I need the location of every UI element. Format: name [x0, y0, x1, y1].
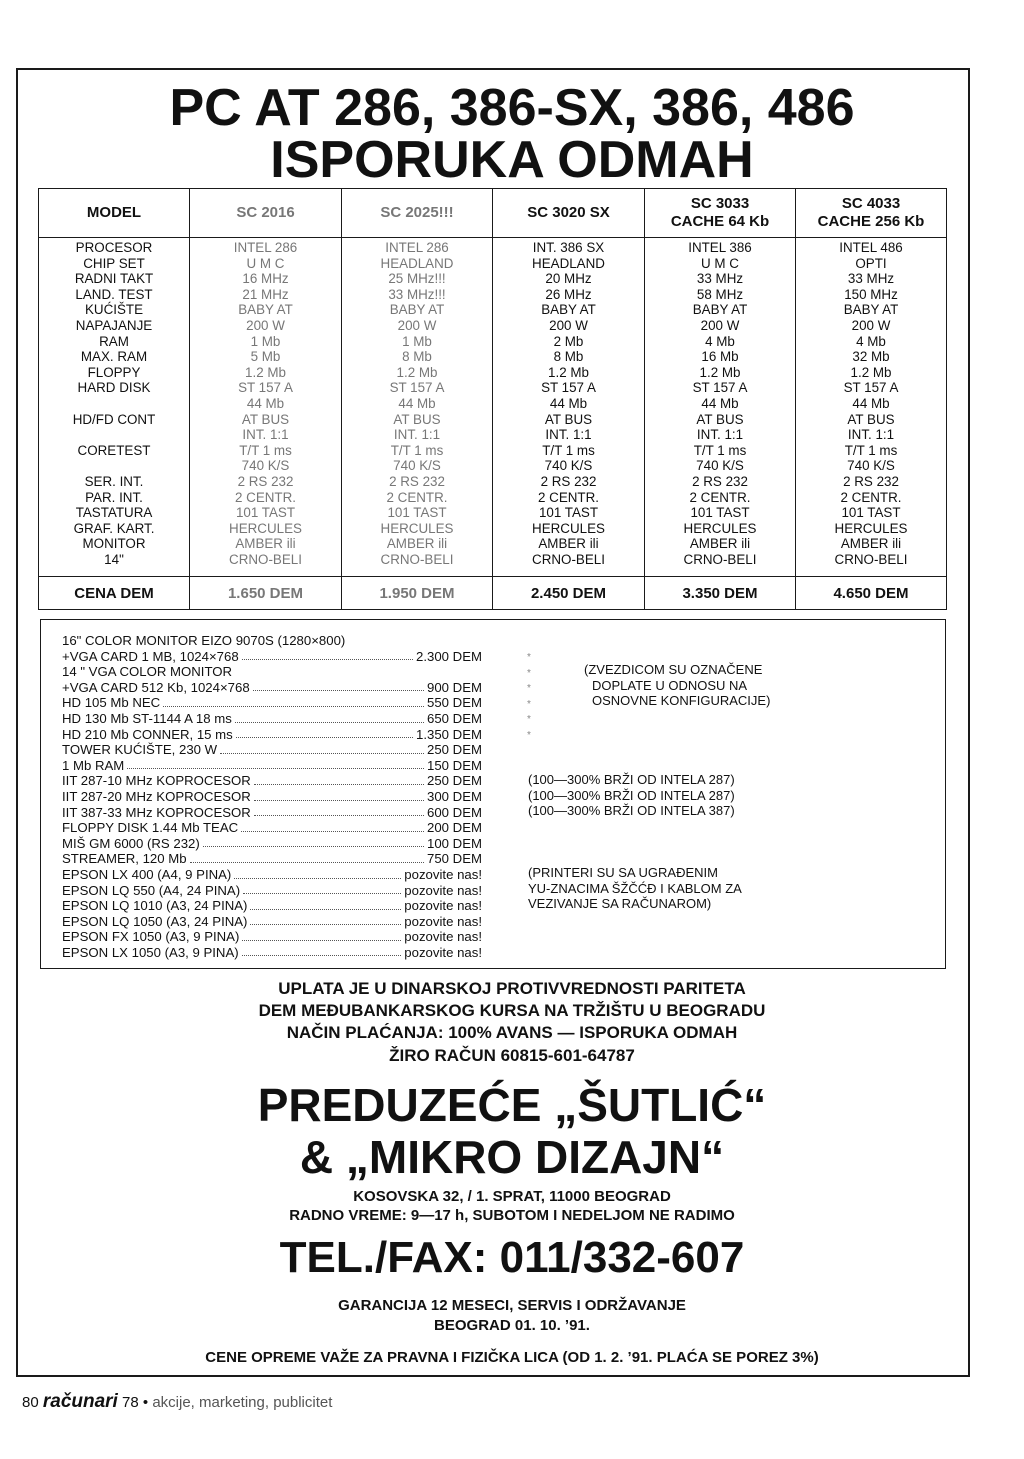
spec-value: 740 K/S	[393, 458, 441, 474]
option-row	[62, 820, 482, 836]
spec-value: OPTI	[855, 255, 887, 271]
specs-col-1	[190, 238, 342, 577]
spec-value: AMBER ili	[689, 536, 751, 552]
headline-models: PC AT 286, 386-SX, 386, 486	[169, 79, 855, 137]
spec-value: T/T 1 ms	[390, 442, 444, 458]
option-row	[62, 633, 482, 649]
spec-value: 44 Mb	[701, 395, 739, 411]
option-price: 650 DEM	[427, 710, 482, 726]
option-name: TOWER KUĆIŠTE, 230 W	[62, 742, 218, 758]
spec-value: CRNO-BELI	[834, 551, 908, 567]
option-name: EPSON LQ 550 (A4, 24 PINA)	[62, 882, 241, 898]
spec-value: 16 MHz	[242, 271, 289, 287]
spec-value: 101 TAST	[538, 505, 599, 521]
option-price: pozovite nas!	[404, 929, 482, 945]
option-name: HD 130 Mb ST-1144 A 18 ms	[62, 710, 232, 726]
spec-value: 8 Mb	[402, 349, 432, 365]
spec-value: 44 Mb	[246, 395, 285, 411]
row-label: LAND. TEST	[75, 286, 153, 302]
row-label	[39, 458, 189, 474]
spec-value: 2 RS 232	[389, 473, 445, 489]
spec-value: 101 TAST	[387, 505, 447, 521]
working-hours: RADNO VREME: 9—17 h, SUBOTOM I NEDELJOM NE RADIMO	[289, 1207, 735, 1224]
option-name: EPSON LQ 1050 (A3, 24 PINA)	[62, 913, 248, 929]
spec-value: 5 Mb	[250, 349, 281, 365]
leader-dots	[253, 680, 424, 692]
option-price: pozovite nas!	[404, 944, 482, 960]
spec-value: CRNO-BELI	[229, 551, 302, 567]
spec-value: T/T 1 ms	[239, 442, 292, 458]
price-row	[39, 577, 947, 610]
spec-value: ST 157 A	[541, 380, 596, 396]
spec-table	[38, 188, 947, 610]
spec-value: HERCULES	[834, 520, 908, 536]
spec-value: AT BUS	[544, 411, 593, 427]
row-label: MONITOR	[82, 536, 146, 552]
spec-value: 44 Mb	[398, 395, 436, 411]
option-name: 14 " VGA COLOR MONITOR	[62, 664, 233, 680]
row-label: FLOPPY	[87, 364, 141, 380]
spec-value: 26 MHz	[545, 286, 592, 302]
spec-value: 44 Mb	[549, 395, 588, 411]
row-label: MAX. RAM	[80, 349, 148, 365]
printer-note: (PRINTERI SU SA UGRAĐENIM YU-ZNACIMA ŠŽČĆĐ I KABLOM ZA VEZIVANJE SA RAČUNAROM)	[528, 865, 742, 912]
option-name: IIT 387-33 MHz KOPROCESOR	[62, 804, 251, 820]
option-name: EPSON LX 1050 (A3, 9 PINA)	[62, 944, 239, 960]
option-row	[62, 883, 482, 899]
option-row	[62, 914, 482, 930]
option-row	[62, 805, 482, 821]
option-price: 550 DEM	[427, 695, 482, 711]
spec-value: CRNO-BELI	[532, 551, 605, 567]
headline-delivery: ISPORUKA ODMAH	[270, 131, 754, 189]
option-row	[62, 789, 482, 805]
leader-dots	[250, 914, 401, 926]
specs-col-2	[342, 238, 493, 577]
option-name: STREAMER, 120 Mb	[62, 851, 187, 867]
spec-value: 101 TAST	[841, 505, 901, 521]
row-label: HARD DISK	[77, 380, 151, 396]
specs-col-5	[796, 238, 947, 577]
option-row	[62, 867, 482, 883]
star-marker: *	[527, 667, 531, 679]
spec-value: T/T 1 ms	[542, 442, 595, 458]
options-price-list	[62, 633, 482, 960]
row-label: RAM	[99, 333, 129, 349]
company-address: KOSOVSKA 32, / 1. SPRAT, 11000 BEOGRAD	[353, 1188, 671, 1205]
spec-value: 740 K/S	[544, 458, 593, 474]
option-name: +VGA CARD 512 Kb, 1024×768	[62, 679, 250, 695]
spec-value: ST 157 A	[843, 380, 899, 396]
spec-value: 1.2 Mb	[699, 364, 741, 380]
spec-value: 200 W	[700, 317, 740, 333]
spec-value: 33 MHz	[696, 271, 744, 287]
spec-value: HEADLAND	[532, 255, 605, 271]
spec-value: 2 CENTR.	[537, 489, 599, 505]
coprocessor-notes: (100—300% BRŽI OD INTELA 287) (100—300% BRŽI OD INTELA 287) (100—300% BRŽI OD INTELA 387)	[528, 772, 735, 819]
price-col-2: 1.950 DEM	[342, 577, 493, 610]
option-price: pozovite nas!	[404, 898, 482, 914]
specs-col-4	[645, 238, 796, 577]
price-validity-note: CENE OPREME VAŽE ZA PRAVNA I FIZIČKA LICA (OD 1. 2. ’91. PLAĆA SE POREZ 3%)	[205, 1349, 819, 1366]
option-price: 250 DEM	[427, 773, 482, 789]
spec-value: HERCULES	[229, 520, 302, 536]
price-col-4: 3.350 DEM	[645, 577, 796, 610]
option-price: 900 DEM	[427, 679, 482, 695]
row-label	[39, 396, 189, 412]
option-name: 16" COLOR MONITOR EIZO 9070S (1280×800)	[62, 633, 346, 648]
spec-value: 58 MHz	[696, 286, 744, 302]
spec-value: BABY AT	[541, 302, 596, 318]
spec-value: HERCULES	[532, 520, 605, 536]
spec-value: 2 RS 232	[237, 473, 294, 489]
date-line: BEOGRAD 01. 10. ’91.	[434, 1317, 590, 1334]
spec-value: 200 W	[851, 317, 891, 333]
specs-col-3	[493, 238, 645, 577]
spec-value: 200 W	[397, 317, 437, 333]
star-marker: *	[527, 698, 531, 710]
option-row	[62, 898, 482, 914]
leader-dots	[254, 773, 424, 785]
leader-dots	[254, 789, 424, 801]
option-row	[62, 649, 482, 665]
spec-value: AMBER ili	[840, 536, 902, 552]
spec-value: 740 K/S	[696, 458, 744, 474]
row-label: RADNI TAKT	[74, 271, 154, 287]
row-label: TASTATURA	[75, 505, 153, 521]
spec-value: 33 MHz!!!	[388, 286, 446, 302]
option-price: 100 DEM	[427, 835, 482, 851]
spec-value: 33 MHz	[847, 271, 895, 287]
spec-value: 20 MHz	[545, 271, 592, 287]
spec-value: INT. 1:1	[393, 427, 441, 443]
spec-value: 1.2 Mb	[245, 364, 286, 380]
price-col-3: 2.450 DEM	[493, 577, 645, 610]
option-price: 2.300 DEM	[416, 648, 482, 664]
option-row	[62, 695, 482, 711]
spec-value: 1.2 Mb	[850, 364, 892, 380]
price-header: CENA DEM	[39, 577, 190, 610]
option-price: pozovite nas!	[404, 882, 482, 898]
spec-value: INT. 1:1	[847, 427, 895, 443]
leader-dots	[235, 664, 479, 676]
spec-value: 21 MHz	[242, 286, 289, 302]
option-name: IIT 287-10 MHz KOPROCESOR	[62, 773, 251, 789]
option-price: 1.350 DEM	[416, 726, 482, 742]
spec-value: ST 157 A	[238, 380, 293, 396]
spec-value: 1 Mb	[250, 333, 281, 349]
spec-value: T/T 1 ms	[844, 442, 898, 458]
spec-value: T/T 1 ms	[693, 442, 747, 458]
spec-value: 16 Mb	[701, 349, 739, 365]
spec-value: AMBER ili	[386, 536, 448, 552]
magazine-logo: računari	[42, 1391, 118, 1412]
option-price: 250 DEM	[427, 742, 482, 758]
leader-dots	[203, 836, 424, 848]
spec-value: 25 MHz!!!	[388, 271, 446, 287]
spec-value: AT BUS	[847, 411, 895, 427]
model-name-col-1: SC 2016	[190, 189, 342, 238]
spec-value: 4 Mb	[705, 333, 735, 349]
spec-value: U M C	[246, 255, 285, 271]
company-name-2: & „MIKRO DIZAJN“	[299, 1131, 725, 1183]
spec-value: AMBER ili	[235, 536, 296, 552]
payment-line-3: NAČIN PLAĆANJA: 100% AVANS — ISPORUKA ODMAH	[286, 1023, 738, 1042]
leader-dots	[190, 851, 424, 863]
spec-value: CRNO-BELI	[683, 551, 757, 567]
row-label: CHIP SET	[83, 255, 145, 271]
spec-value: AT BUS	[393, 411, 441, 427]
leader-dots	[236, 727, 413, 739]
spec-value: CRNO-BELI	[380, 551, 454, 567]
spec-value: INTEL 286	[385, 240, 449, 255]
price-col-5: 4.650 DEM	[796, 577, 947, 610]
spec-value: HERCULES	[380, 520, 454, 536]
model-name-col-3: SC 3020 SX	[493, 189, 645, 238]
star-marker: *	[527, 652, 531, 663]
spec-value: 8 Mb	[553, 349, 584, 365]
option-name: HD 210 Mb CONNER, 15 ms	[62, 726, 233, 742]
option-row	[62, 836, 482, 852]
footer-bullet: •	[142, 1394, 149, 1411]
leader-dots	[241, 820, 424, 832]
spec-value: INT. 386 SX	[532, 240, 605, 255]
spec-value: INT. 1:1	[242, 427, 289, 443]
model-header: MODEL	[39, 189, 190, 238]
spec-value: U M C	[701, 255, 739, 271]
row-label: GRAF. KART.	[73, 520, 155, 536]
bank-account: ŽIRO RAČUN 60815-601-64787	[389, 1046, 635, 1065]
leader-dots	[163, 695, 424, 707]
option-name: HD 105 Mb NEC	[62, 695, 161, 711]
option-row	[62, 758, 482, 774]
leader-dots	[242, 929, 401, 941]
model-name-col-2: SC 2025!!!	[342, 189, 493, 238]
spec-value: HERCULES	[683, 520, 757, 536]
option-row	[62, 929, 482, 945]
spec-value: 200 W	[549, 317, 588, 333]
leader-dots	[243, 883, 401, 895]
star-marker: *	[527, 683, 531, 695]
spec-value: AT BUS	[696, 411, 744, 427]
spec-value: 150 MHz	[844, 286, 898, 302]
spec-value: 44 Mb	[852, 395, 890, 411]
option-name: EPSON LX 400 (A4, 9 PINA)	[62, 866, 232, 882]
spec-value: 1.2 Mb	[548, 364, 589, 380]
option-price: 750 DEM	[427, 851, 482, 867]
option-row	[62, 664, 482, 680]
spec-value: BABY AT	[692, 302, 748, 318]
payment-line-2: DEM MEĐUBANKARSKOG KURSA NA TRŽIŠTU U BEOGRADU	[258, 1001, 766, 1020]
spec-value: 2 CENTR.	[689, 489, 751, 505]
spec-value: 4 Mb	[856, 333, 886, 349]
issue-number: 78	[122, 1394, 139, 1411]
leader-dots	[348, 633, 479, 645]
option-name: 1 Mb RAM	[62, 757, 125, 773]
option-row	[62, 773, 482, 789]
spec-value: INTEL 386	[688, 240, 752, 255]
spec-body-row	[39, 238, 947, 577]
spec-value: 740 K/S	[241, 458, 290, 474]
spec-value: AT BUS	[241, 411, 290, 427]
spec-value: 1.2 Mb	[396, 364, 438, 380]
option-price: pozovite nas!	[404, 866, 482, 882]
row-label	[39, 427, 189, 443]
spec-value: 101 TAST	[690, 505, 750, 521]
row-label: SER. INT.	[84, 473, 144, 489]
row-label: NAPAJANJE	[75, 317, 153, 333]
spec-header-row	[39, 189, 947, 238]
star-marker: *	[527, 714, 531, 726]
leader-dots	[250, 898, 401, 910]
spec-value: 200 W	[246, 317, 285, 333]
model-name-col-4: SC 3033 CACHE 64 Kb	[645, 189, 796, 238]
option-row	[62, 851, 482, 867]
option-name: FLOPPY DISK 1.44 Mb TEAC	[62, 820, 239, 836]
star-marker: *	[527, 729, 531, 741]
option-name: EPSON FX 1050 (A3, 9 PINA)	[62, 929, 240, 945]
option-row	[62, 711, 482, 727]
option-row	[62, 727, 482, 743]
option-name: IIT 287-20 MHz KOPROCESOR	[62, 788, 251, 804]
star-legend-note: (ZVEZDICOM SU OZNAČENE DOPLATE U ODNOSU NA OSNOVNE KONFIGURACIJE)	[584, 662, 771, 709]
spec-value: BABY AT	[389, 302, 445, 318]
spec-value: 2 RS 232	[843, 473, 899, 489]
spec-value: 32 Mb	[852, 349, 890, 365]
spec-value: HEADLAND	[380, 255, 454, 271]
option-name: EPSON LQ 1010 (A3, 24 PINA)	[62, 898, 248, 914]
option-price: 150 DEM	[427, 757, 482, 773]
leader-dots	[220, 742, 424, 754]
warranty: GARANCIJA 12 MESECI, SERVIS I ODRŽAVANJE	[338, 1297, 686, 1314]
price-col-1: 1.650 DEM	[190, 577, 342, 610]
row-label: KUĆIŠTE	[84, 302, 144, 318]
spec-value: ST 157 A	[692, 380, 748, 396]
row-label: 14"	[104, 551, 124, 567]
spec-value: 2 CENTR.	[234, 489, 296, 505]
option-name: MIŠ GM 6000 (RS 232)	[62, 835, 200, 851]
spec-value: BABY AT	[843, 302, 899, 318]
company-name-1: PREDUZEĆE „ŠUTLIĆ“	[257, 1079, 767, 1131]
option-price: 300 DEM	[427, 788, 482, 804]
option-price: pozovite nas!	[404, 913, 482, 929]
spec-value: 1 Mb	[402, 333, 432, 349]
spec-value: 2 RS 232	[692, 473, 748, 489]
spec-value: AMBER ili	[538, 536, 599, 552]
spec-value: ST 157 A	[389, 380, 445, 396]
payment-line-1: UPLATA JE U DINARSKOJ PROTIVVREDNOSTI PARITETA	[278, 979, 746, 998]
section-name: akcije, marketing, publicitet	[152, 1394, 333, 1411]
row-label: PROCESOR	[75, 240, 153, 255]
leader-dots	[235, 711, 424, 723]
spec-value: INT. 1:1	[696, 427, 744, 443]
spec-value: 101 TAST	[235, 505, 296, 521]
row-label: CORETEST	[77, 442, 151, 458]
option-price: 600 DEM	[427, 804, 482, 820]
leader-dots	[242, 945, 402, 957]
option-row	[62, 680, 482, 696]
spec-value: 2 CENTR.	[386, 489, 448, 505]
option-row	[62, 742, 482, 758]
spec-value: INTEL 286	[233, 240, 298, 255]
spec-value: 2 Mb	[553, 333, 584, 349]
row-label: PAR. INT.	[85, 489, 143, 505]
spec-value: BABY AT	[238, 302, 293, 318]
option-price: 200 DEM	[427, 820, 482, 836]
page-footer	[22, 1391, 332, 1413]
surcharge-stars	[527, 650, 531, 744]
row-label: HD/FD CONT	[72, 411, 156, 427]
spec-value: 2 RS 232	[540, 473, 597, 489]
spec-value: INT. 1:1	[545, 427, 592, 443]
leader-dots	[254, 805, 424, 817]
model-name-col-5: SC 4033 CACHE 256 Kb	[796, 189, 947, 238]
spec-value: 2 CENTR.	[840, 489, 902, 505]
phone-fax: TEL./FAX: 011/332-607	[279, 1233, 745, 1282]
spec-value: 740 K/S	[847, 458, 895, 474]
leader-dots	[242, 649, 413, 661]
row-labels-cell	[39, 238, 190, 577]
leader-dots	[234, 867, 401, 879]
page-number: 80	[22, 1394, 39, 1411]
option-name: +VGA CARD 1 MB, 1024×768	[62, 648, 239, 664]
leader-dots	[127, 758, 424, 770]
option-row	[62, 945, 482, 961]
spec-value: INTEL 486	[839, 240, 903, 255]
